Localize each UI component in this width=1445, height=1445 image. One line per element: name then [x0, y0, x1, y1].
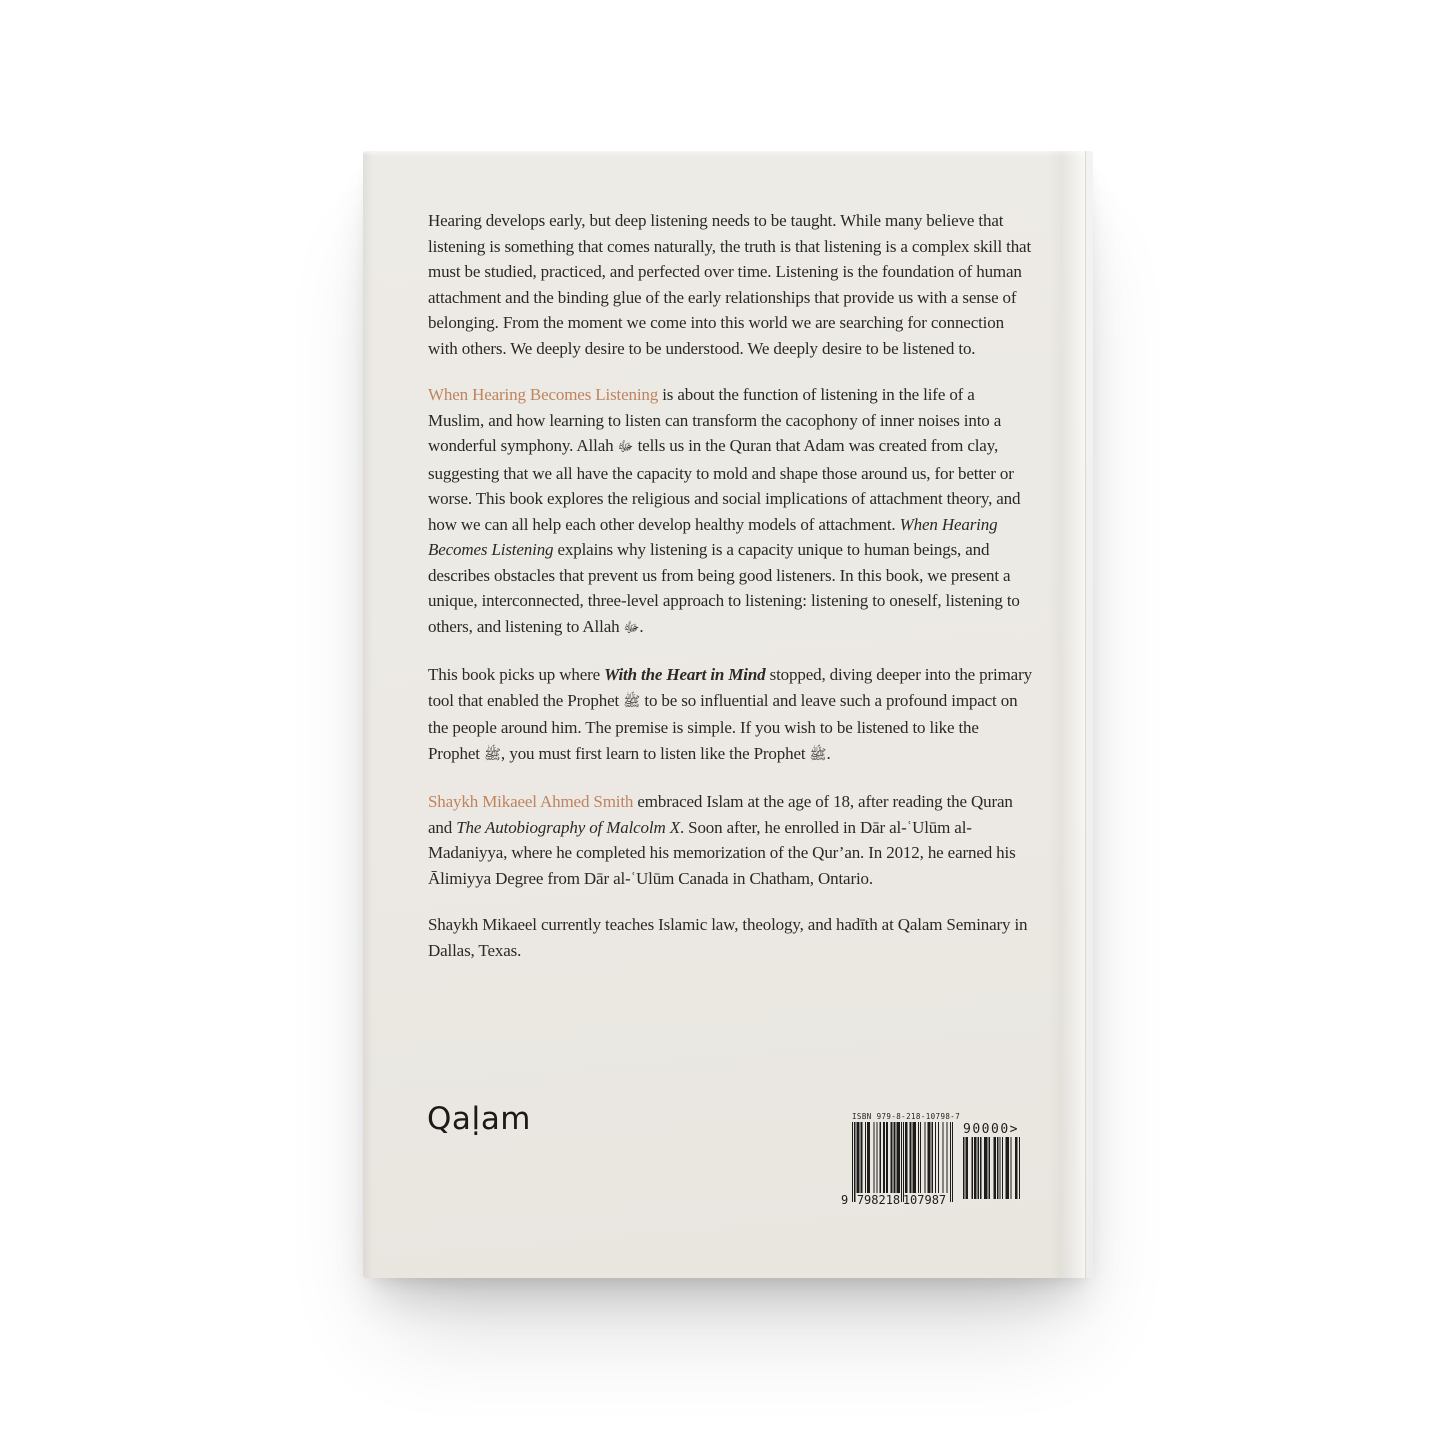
book-left-edge-shading [363, 151, 373, 1278]
text-segment-normal: explains why listening is a capacity unique to human beings, and describes obstacles that prevent us from being good listeners. In this book, we present a unique, interconnected, three-level approach to listening: listening to oneself, listening to others, and listening to Allah [428, 540, 1020, 636]
text-segment-normal: embraced Islam at the age of 18, after reading the Quran and [428, 792, 1013, 837]
arabic-honorific-glyph: ﷻ [617, 439, 634, 455]
paragraph-about-book [428, 382, 1032, 641]
ean5-addon-barcode [962, 1137, 1020, 1199]
book-top-edge-highlight [363, 151, 1093, 156]
spine-fold-highlight [1048, 151, 1086, 1278]
paragraph-author-current [428, 912, 1032, 963]
barcode-digit-group1: 798218 [856, 1193, 901, 1207]
ean13-barcode [852, 1122, 953, 1202]
text-segment-normal: This book picks up where [428, 665, 605, 684]
arabic-honorific-glyph: ﷺ [809, 746, 827, 763]
text-segment-normal: tells us in the Quran that Adam was created from clay, suggesting that we all have the capacity to mold and shape those around us, for better or worse. This book explores the religious and social implications of attachment theory, and how we can all help each other develop healthy models of attachment. [428, 436, 1021, 534]
text-segment-normal: Shaykh Mikaeel currently teaches Islamic law, theology, and hadīth at Qalam Seminary in Dallas, Texas. [428, 915, 1028, 960]
text-segment-normal: Hearing develops early, but deep listening needs to be taught. While many believe that listening is something that comes naturally, the truth is that listening is a complex skill that must be studied, practiced, and perfected over time. Listening is the foundation of human attachment and the binding glue of the early relationships that provide us with a sense of belonging. From the moment we come into this world we are searching for connection with others. We deeply desire to be understood. We deeply desire to be listened to. [428, 211, 1032, 358]
isbn-number-label: ISBN 979-8-218-10798-7 [852, 1112, 961, 1121]
text-segment-italic: The Autobiography of Malcolm X [456, 817, 680, 837]
arabic-honorific-glyph: ﷺ [623, 693, 641, 710]
text-segment-normal: . Soon after, he enrolled in Dār al-ʿUlūm al-Madaniyya, where he completed his memorization of the Qur’an. In 2012, he earned his Ālimiyya Degree from Dār al-ʿUlūm Canada in Chatham, Ontario. [428, 817, 1016, 888]
text-segment-bolditalic: With the Heart in Mind [604, 665, 766, 684]
paragraph-author-bio [428, 789, 1032, 891]
barcode-digit-prefix: 9 [841, 1193, 849, 1207]
page-fore-edge [1085, 151, 1093, 1278]
text-segment-normal: . [639, 616, 644, 636]
qalam-publisher-logo: Qaḷam [427, 1101, 532, 1137]
barcode-digit-group2: 107987 [902, 1193, 947, 1207]
barcode-block [841, 1112, 1031, 1212]
paragraph-hearing-intro [428, 208, 1032, 361]
arabic-honorific-glyph: ﷺ [483, 746, 501, 763]
back-cover-copy [428, 208, 1032, 963]
text-segment-accent: When Hearing Becomes Listening [428, 385, 659, 404]
text-segment-normal: . [826, 743, 831, 763]
barcode-addon-code: 90000> [963, 1122, 1019, 1137]
text-segment-normal: , you must first learn to listen like the Prophet [500, 743, 810, 763]
text-segment-normal: is about the function of listening in the life of a Muslim, and how learning to listen can transform the cacophony of inner noises into a wonderful symphony. Allah [428, 385, 1002, 455]
paragraph-heart-in-mind [428, 662, 1032, 768]
text-segment-italic: When Hearing Becomes Listening [428, 514, 998, 559]
text-segment-normal: stopped, diving deeper into the primary tool that enabled the Prophet [428, 665, 1032, 710]
text-segment-accent: Shaykh Mikaeel Ahmed Smith [428, 792, 634, 811]
text-segment-normal: to be so influential and leave such a profound impact on the people around him. The premise is simple. If you wish to be listened to like the Prophet [428, 690, 1018, 763]
arabic-honorific-glyph: ﷻ [623, 619, 640, 636]
book-back-cover [363, 151, 1093, 1278]
